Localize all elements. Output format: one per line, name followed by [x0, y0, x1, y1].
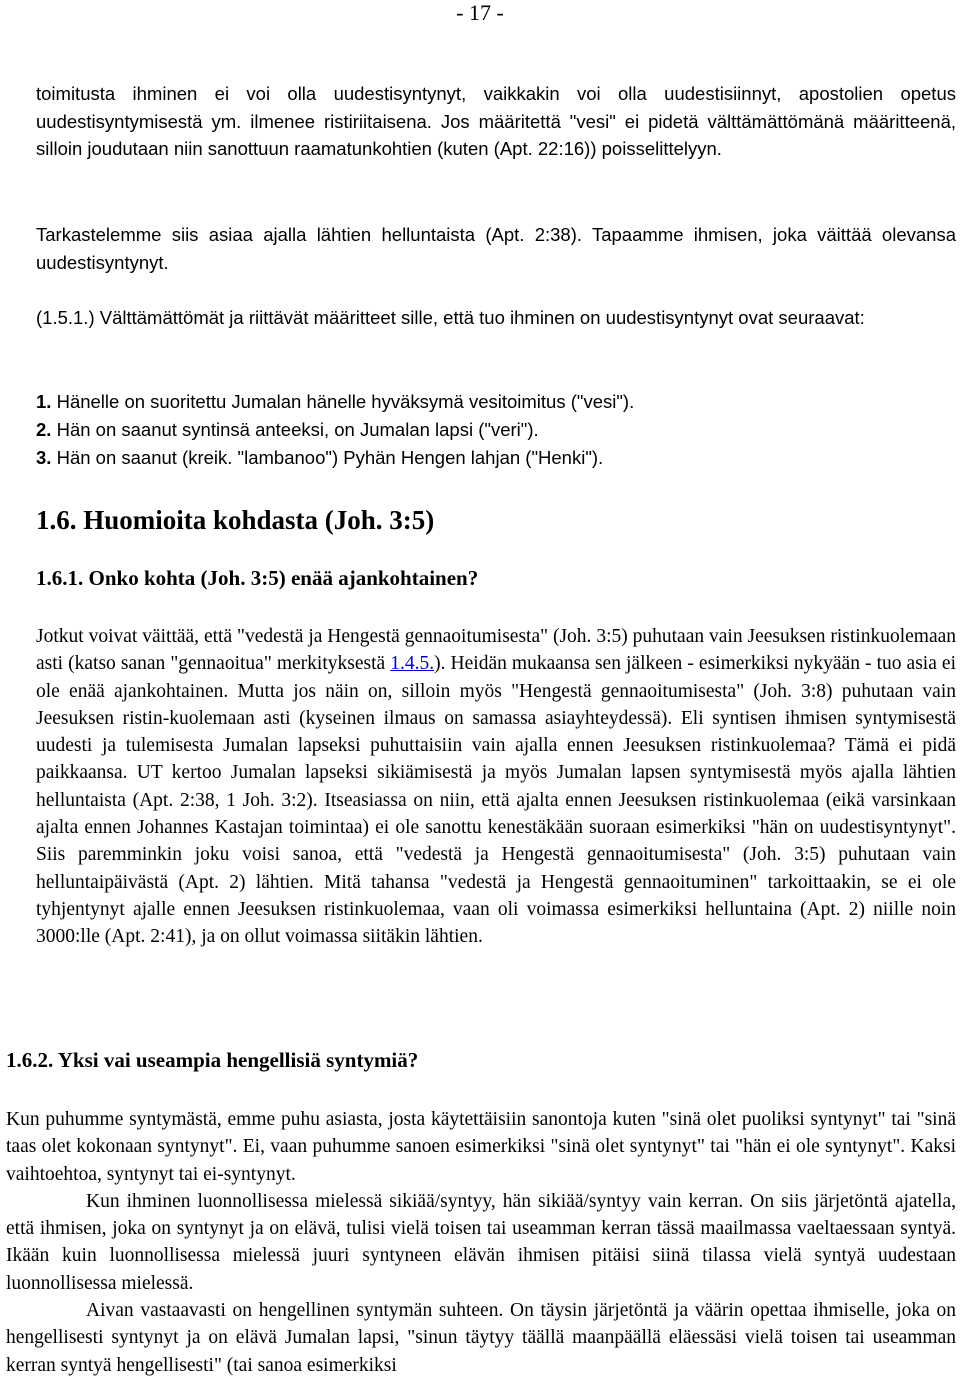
list-item-number: 1.: [36, 391, 52, 412]
section-161-body: [6, 623, 956, 951]
section-definitions: [6, 304, 956, 332]
page-number: - 17 -: [456, 0, 504, 25]
section-heading-162: [6, 1046, 956, 1074]
paragraph-1: toimitusta ihminen ei voi olla uudestisyntynyt, vaikkakin voi olla uudestisiinnyt, apostolien opetus uudestisyntymisestä ym. ilmenee ristiriitaisena. Jos määritettä "vesi" ei pidetä välttämättömänä määritteenä, silloin joudutaan niin sanottuun raamatunkohtien (kuten (Apt. 22:16)) poisselittelyyn.: [36, 83, 956, 159]
section-162-body: [6, 1106, 956, 1379]
paragraph-2: Tarkastelemme siis asiaa ajalla lähtien helluntaista (Apt. 2:38). Tapaamme ihmisen, joka väittää olevansa uudestisyntynyt.: [36, 224, 956, 273]
list-item-text: Hän on saanut (kreik. "lambanoo") Pyhän Hengen lahjan ("Henki").: [51, 447, 604, 468]
heading-1-6: 1.6. Huomioita kohdasta (Joh. 3:5): [36, 505, 435, 535]
list-item: [36, 416, 960, 444]
paragraph-4: [6, 623, 956, 951]
heading-1-6-1: 1.6.1. Onko kohta (Joh. 3:5) enää ajankohtainen?: [36, 566, 479, 590]
definition-list: [6, 388, 960, 472]
paragraph-4-text-b: ). Heidän mukaansa sen jälkeen - esimerkiksi nykyään - tuo asia ei ole enää ajankohtainen. Mutta jos näin on, silloin myös "Hengestä gennaoitumisesta" (Joh. 3:8) puhutaan vain Jeesuksen ristin-kuolemaan asti (kyseinen ilmaus on samassa asiayhteydessä). Eli syntisen ihmisen syntymisestä uudesti ja tulemisesta Jumalan lapseksi puhuttaisiin vain ajalla ennen Jeesuksen ristinkuolemaa? Tämä ei pidä paikkaansa. UT kertoo Jumalan lapseksi sikiämisestä ja myös Jumalan lapsen syntymisestä myös ajalla lähtien helluntaista (Apt. 2:38, 1 Joh. 3:2). Itseasiassa on niin, että ajalta ennen Jeesuksen ristinkuolemaa (eikä varsinkaan ajalta ennen Johannes Kastajan toimintaa) ei ole sanottu kenestäkään suoraan esimerkiksi "hän on uudestisyntynyt". Siis paremminkin joku voisi sanoa, että "vedestä ja Hengestä gennaoitumisesta" (Joh. 3:5) puhutaan vain helluntaipäivästä (Apt. 2) lähtien. Mitä tahansa "vedestä ja Hengestä gennaoituminen" tarkoittaakin, se ei ole tyhjentynyt ajalle ennen Jeesuksen ristinkuolemaa, vaan oli voimassa esimerkiksi helluntaina (Apt. 2) niille noin 3000:lle (Apt. 2:41), ja on ollut voimassa siitäkin lähtien.: [36, 653, 956, 948]
section-intro: [6, 80, 956, 163]
list-item-number: 3.: [36, 447, 52, 468]
list-item-text: Hän on saanut syntinsä anteeksi, on Jumalan lapsi ("veri").: [51, 419, 539, 440]
list-item: [36, 388, 960, 416]
paragraph-5: Kun puhumme syntymästä, emme puhu asiasta, josta käytettäisiin sanontoja kuten "sinä olet puoliksi syntynyt" tai "sinä taas olet kokonaan syntynyt". Ei, vaan puhumme sanoen esimerkiksi "sinä olet syntynyt" tai "hän ei ole syntynyt". Kaksi vaihtoehtoa, syntynyt tai ei-syntynyt.: [6, 1109, 956, 1185]
heading-1-6-2: 1.6.2. Yksi vai useampia hengellisiä syntymiä?: [6, 1048, 419, 1072]
paragraph-6: Kun ihminen luonnollisessa mielessä sikiää/syntyy, hän sikiää/syntyy vain kerran. On siis järjetöntä ajatella, että ihmisen, joka on syntynyt ja on elävä, tulisi vielä toisen tai useamman kerran tässä maailmassa vaeltaessaan syntyä. Ikään kuin luonnollisessa mielessä juuri syntyneen elävän ihmisen pitäisi siinä tilassa vielä syntyä uudestaan luonnollisessa mielessä.: [6, 1190, 956, 1294]
list-item: [36, 444, 960, 472]
section-heading-16: [6, 504, 960, 536]
list-item-text: Hänelle on suoritettu Jumalan hänelle hyväksymä vesitoimitus ("vesi").: [51, 391, 635, 412]
list-item-number: 2.: [36, 419, 52, 440]
paragraph-7: Aivan vastaavasti on hengellinen syntymän suhteen. On täysin järjetöntä ja väärin opettaa ihmiselle, joka on hengellisesti syntynyt ja on elävä Jumalan lapsi, "sinun täytyy täällä maanpäällä eläessäsi vielä toisen tai useamman kerran syntyä hengellisesti" (tai sanoa esimerkiksi: [6, 1300, 956, 1376]
section-observation: [6, 221, 956, 276]
cross-reference-link[interactable]: 1.4.5.: [390, 653, 435, 675]
section-heading-161: [6, 564, 960, 592]
paragraph-4-text-a: Jotkut voivat väittää, että "vedestä ja Hengestä gennaoitumisesta" (Joh. 3:5) puhutaan vain Jeesuksen ristinkuolemaan asti (katso sanan "gennaoitua" merkityksestä: [36, 626, 956, 675]
paragraph-3: (1.5.1.) Välttämättömät ja riittävät määritteet sille, että tuo ihminen on uudestisyntynyt ovat seuraavat:: [36, 307, 865, 328]
